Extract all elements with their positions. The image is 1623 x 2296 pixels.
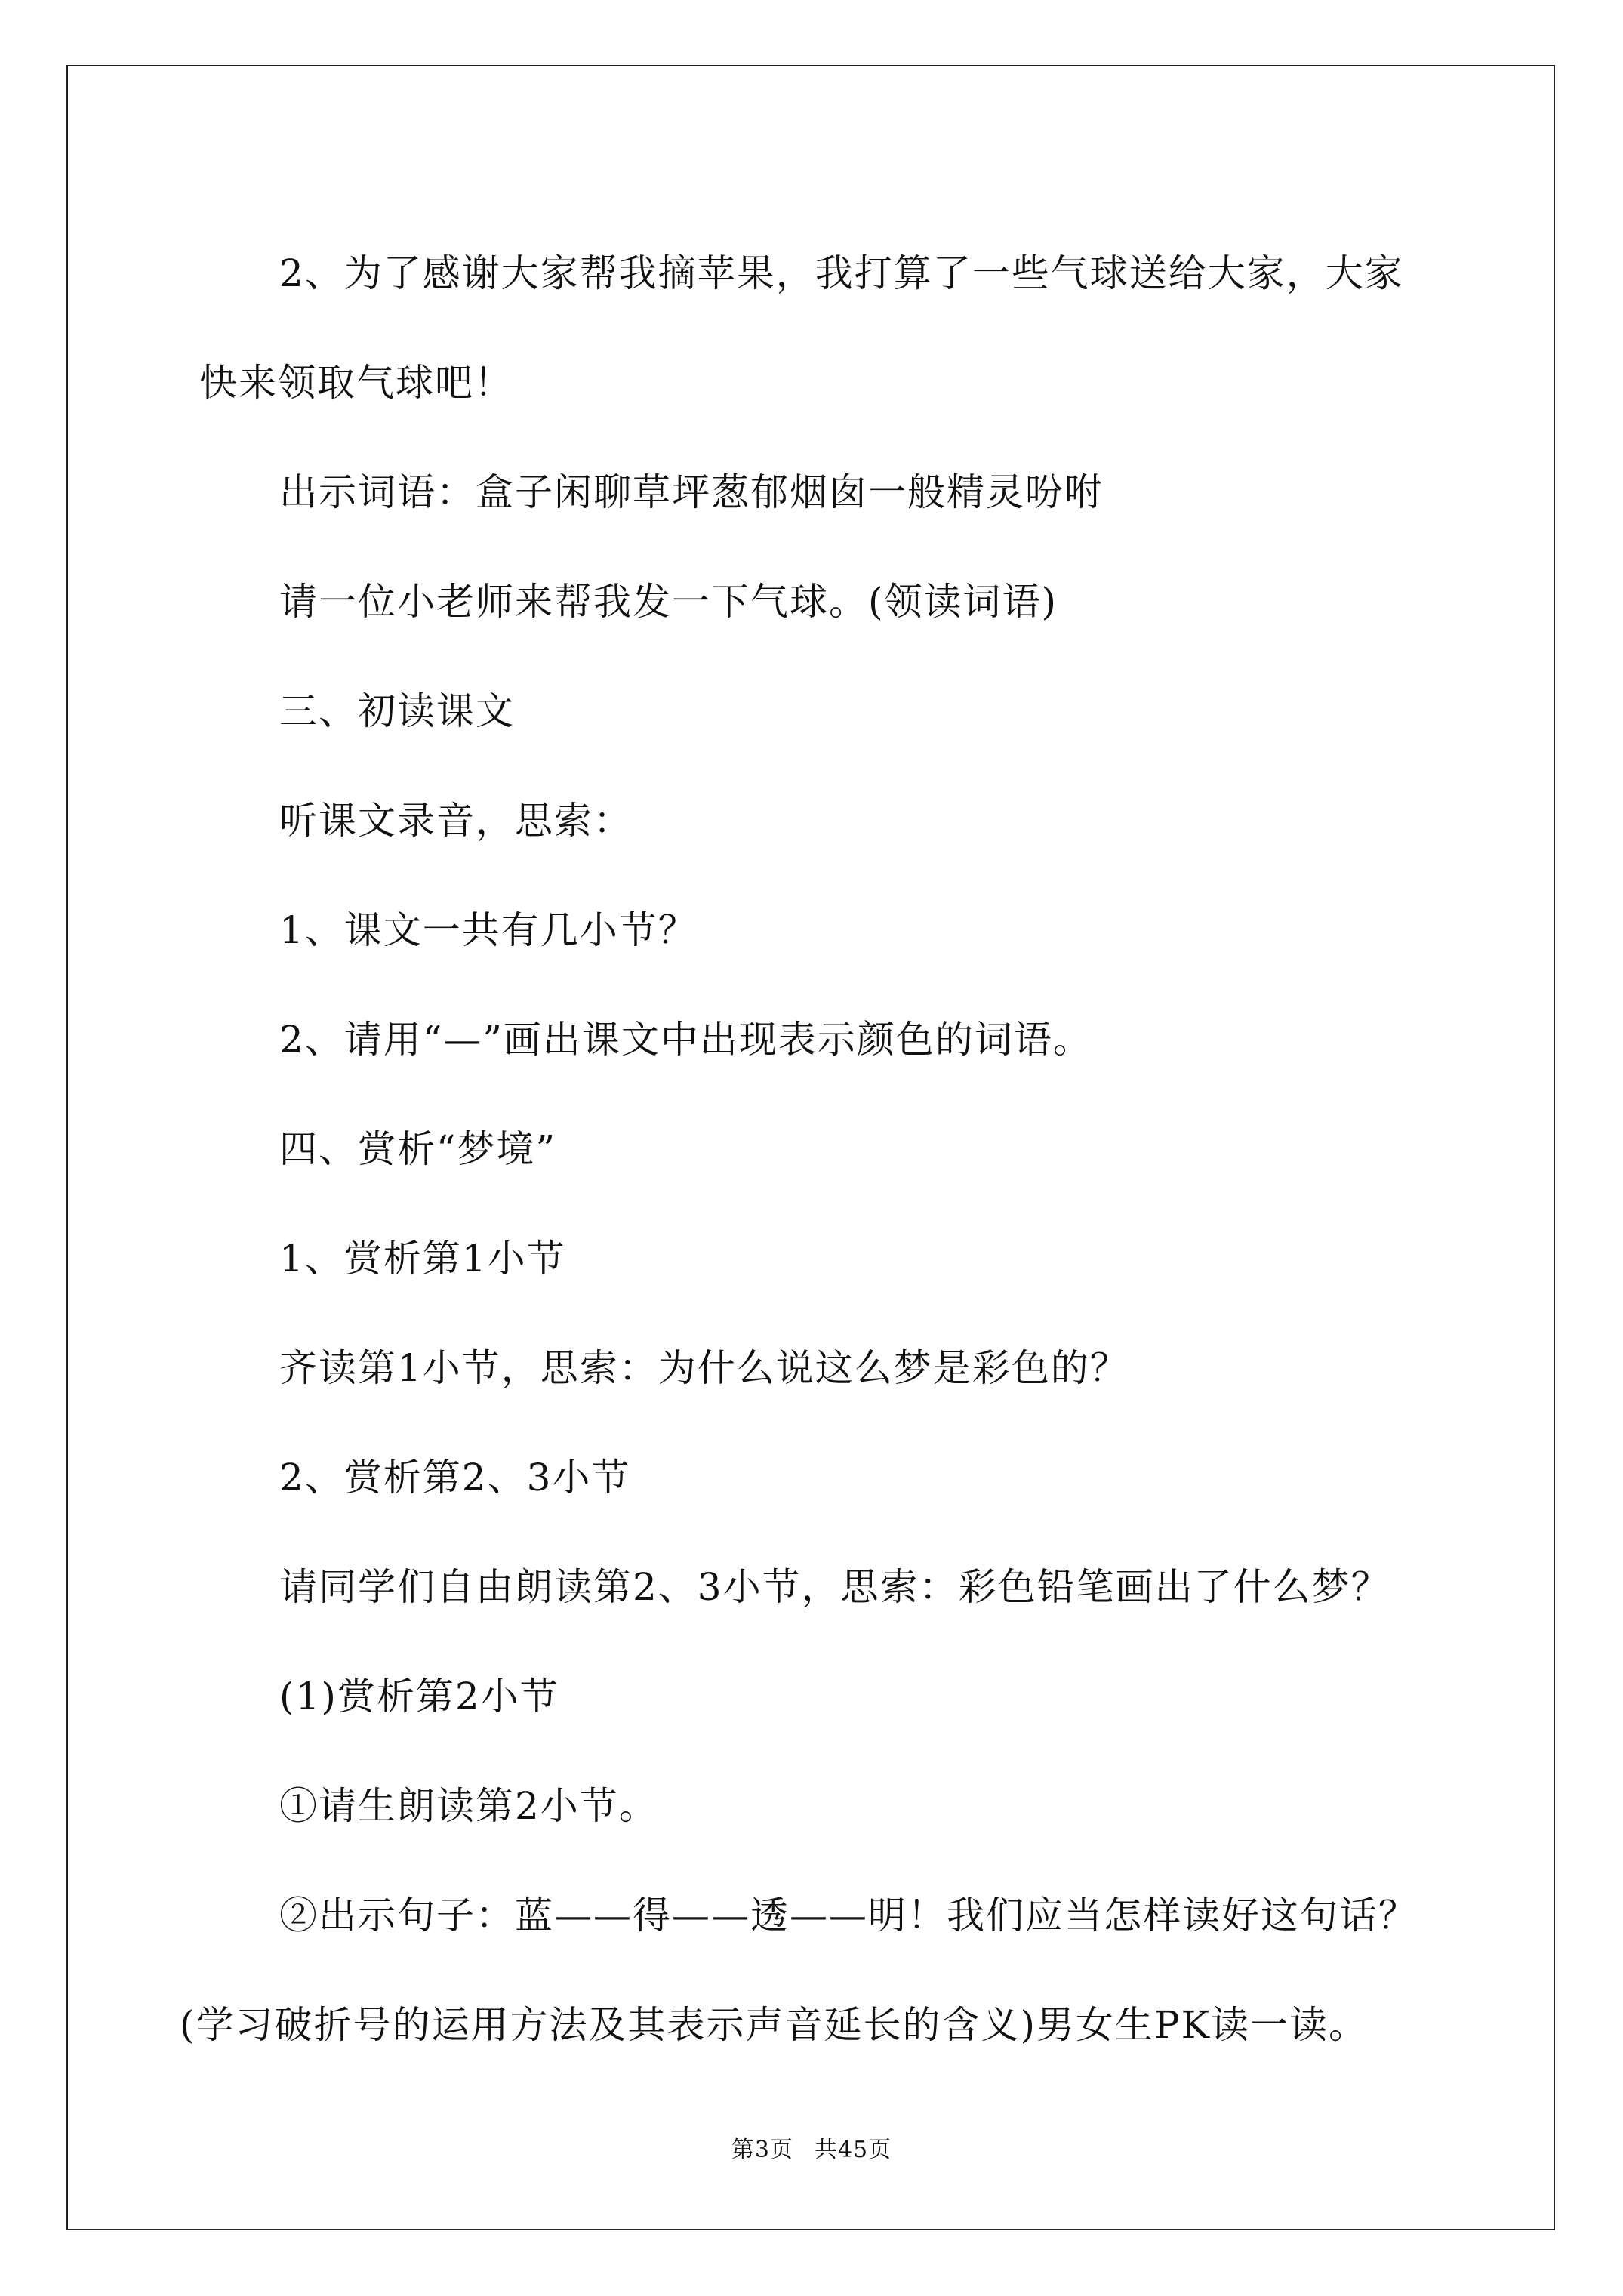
section-heading: 四、赏析“梦境” <box>279 1127 557 1171</box>
paragraph: 听课文录音，思索： <box>279 799 633 843</box>
paragraph: 请同学们自由朗读第2、3小节，思索：彩色铅笔画出了什么梦？ <box>279 1565 1390 1609</box>
page-footer <box>0 2131 1623 2164</box>
page-number: 第3页 <box>731 2137 793 2163</box>
paragraph: 2、为了感谢大家帮我摘苹果，我打算了一些气球送给大家，大家 <box>279 251 1404 295</box>
paragraph: (1)赏析第2小节 <box>279 1675 559 1718</box>
paragraph: 1、课文一共有几小节？ <box>279 908 698 952</box>
paragraph: 快来领取气球吧！ <box>199 361 513 405</box>
paragraph: 2、赏析第2、3小节 <box>279 1456 631 1499</box>
paragraph: (学习破折号的运用方法及其表示声音延长的含义)男女生PK读一读。 <box>180 2003 1369 2047</box>
paragraph: 请一位小老师来帮我发一下气球。(领读词语) <box>279 580 1058 624</box>
paragraph: ②出示句子：蓝——得——透——明！我们应当怎样读好这句话？ <box>279 1894 1418 1937</box>
paragraph: 齐读第1小节，思索：为什么说这么梦是彩色的？ <box>279 1346 1129 1390</box>
paragraph: 1、赏析第1小节 <box>279 1237 566 1281</box>
page-total: 共45页 <box>814 2137 892 2163</box>
paragraph: 出示词语：盒子闲聊草坪葱郁烟囱一般精灵吩咐 <box>279 470 1104 514</box>
paragraph: 2、请用“—”画出课文中出现表示颜色的词语。 <box>279 1018 1092 1062</box>
paragraph: ①请生朗读第2小节。 <box>279 1784 658 1828</box>
document-body <box>180 219 1437 2080</box>
section-heading: 三、初读课文 <box>279 689 515 733</box>
